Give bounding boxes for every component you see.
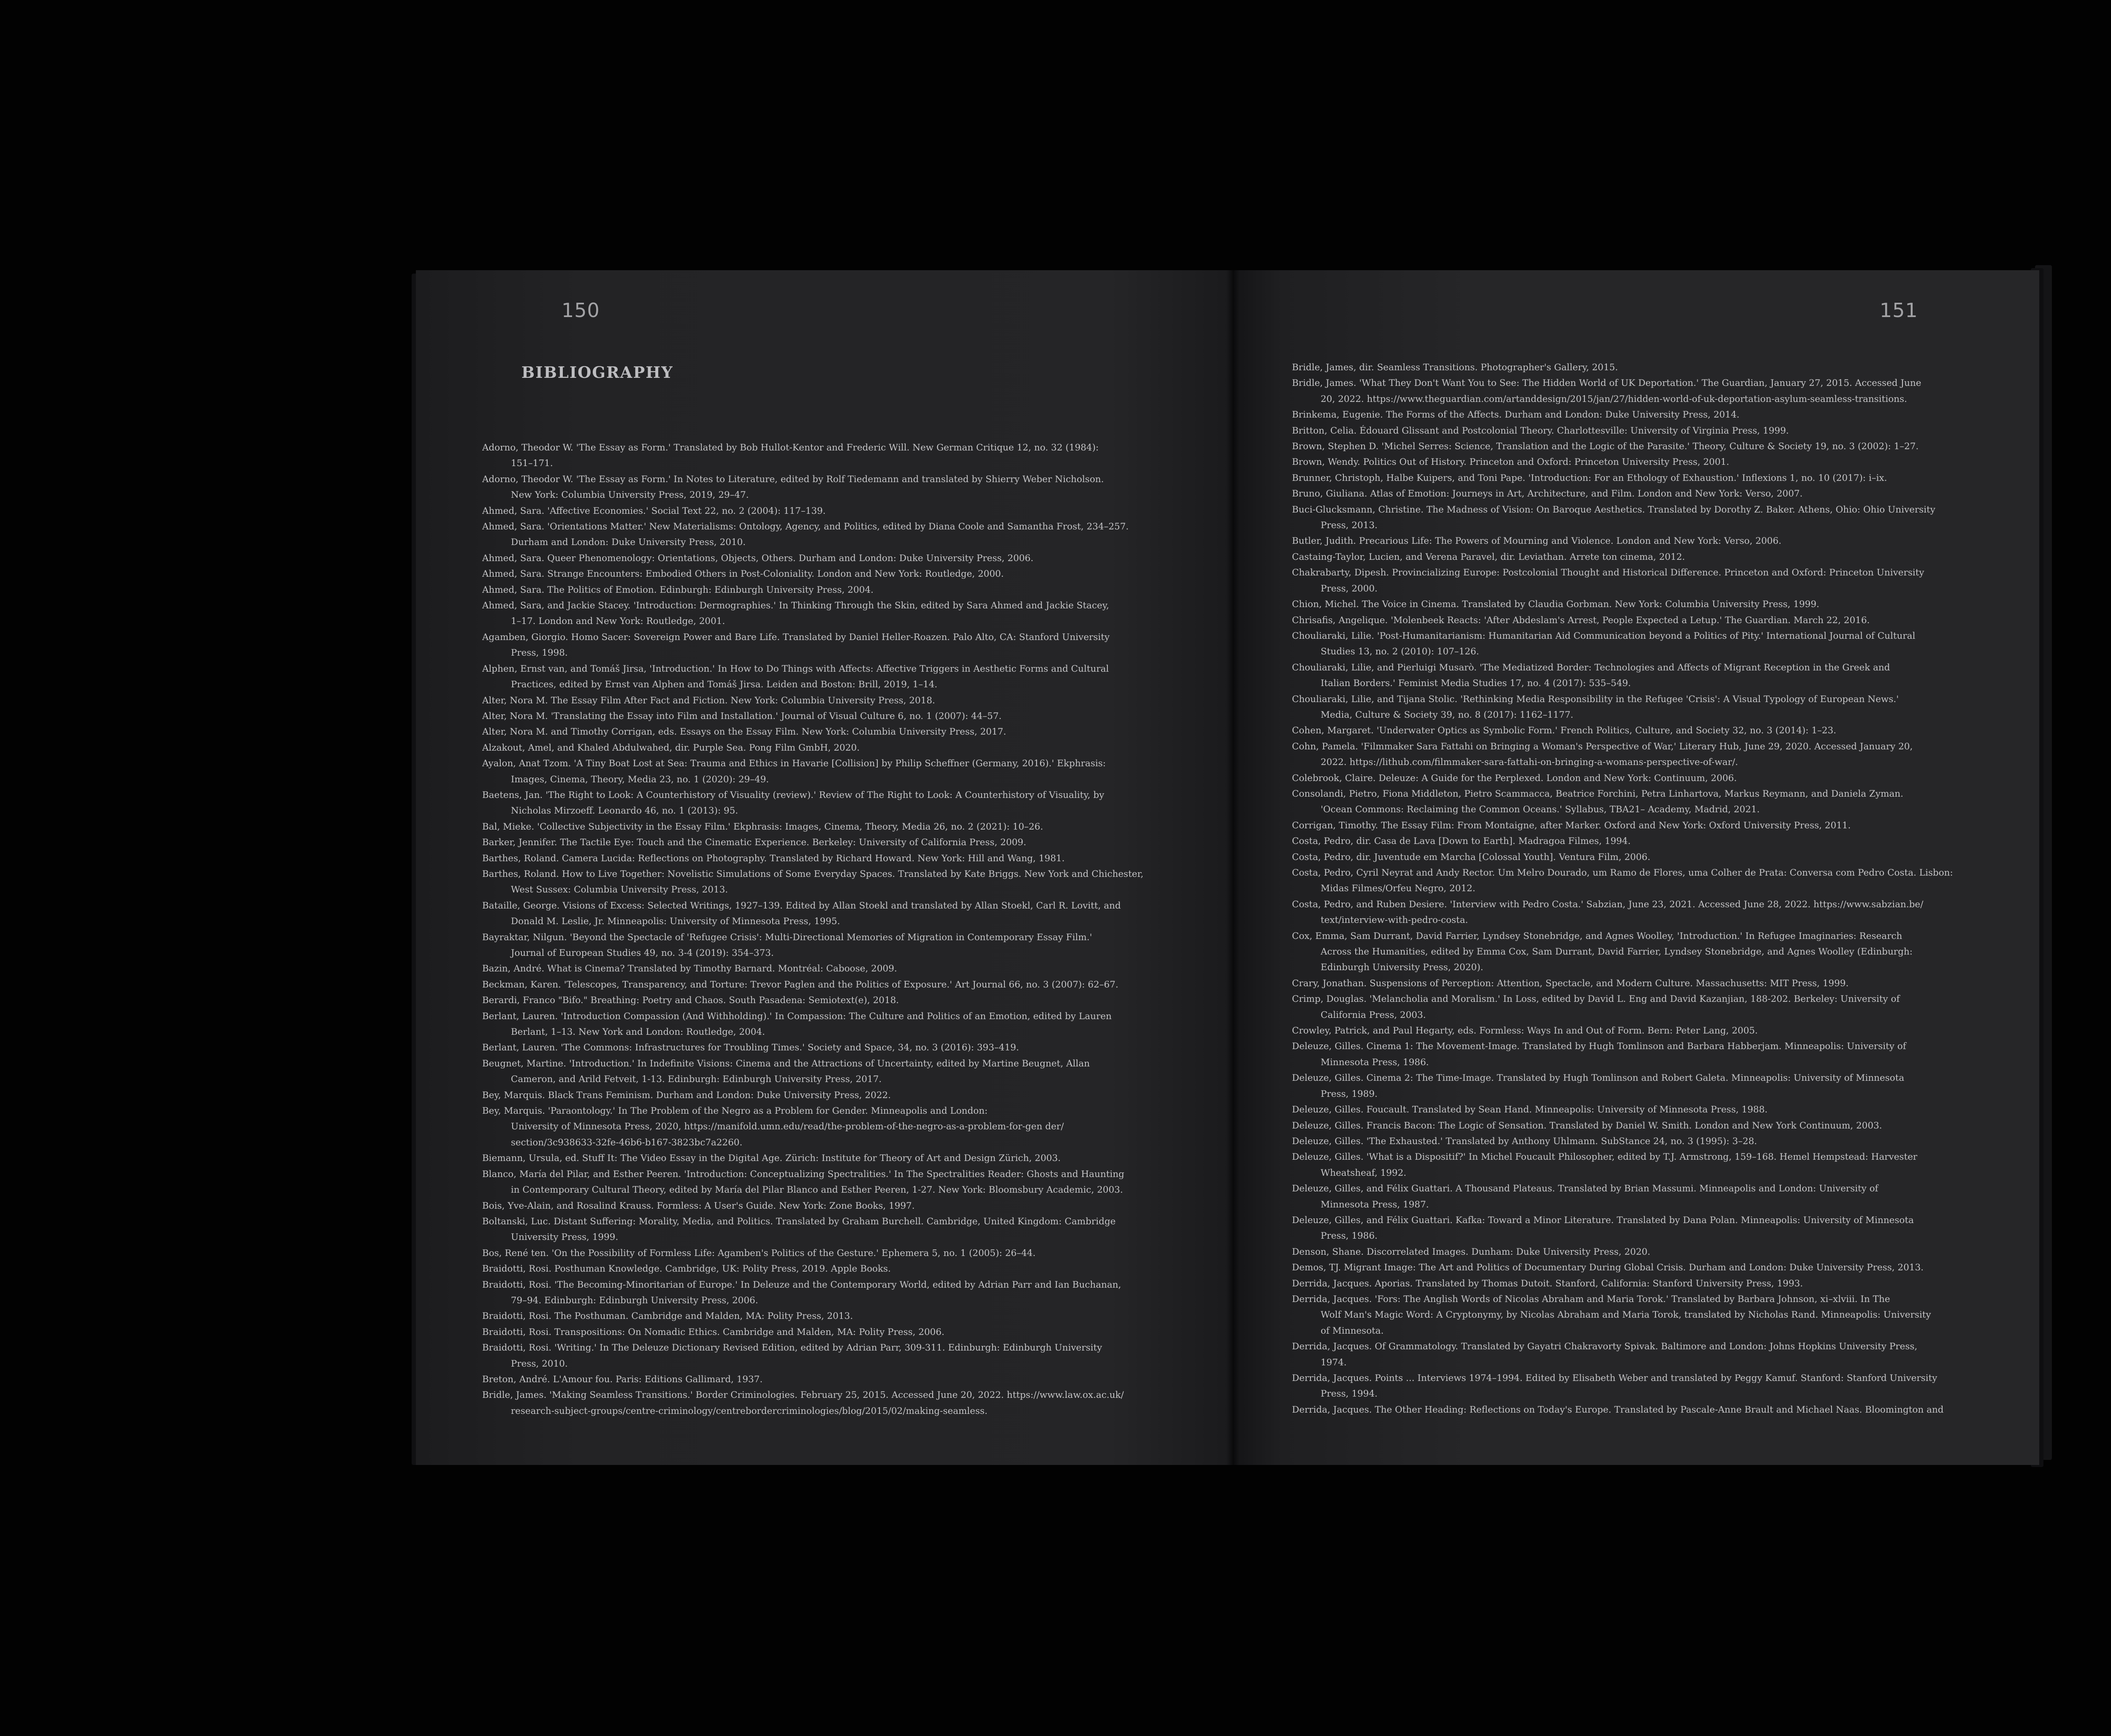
- bibliography-entry: [482, 1245, 1183, 1261]
- bibliography-entry-line: Midas Filmes/Orfeu Negro, 2012.: [1321, 883, 1476, 894]
- bibliography-entry: [482, 1088, 1183, 1103]
- bibliography-entry-line: Images, Cinema, Theory, Media 23, no. 1 (2020): 29–49.: [511, 774, 769, 785]
- bibliography-entry-line: Colebrook, Claire. Deleuze: A Guide for the Perplexed. London and New York: Continuum, 2006.: [1292, 773, 1737, 784]
- bibliography-entry-line: Deleuze, Gilles. Foucault. Translated by Sean Hand. Minneapolis: University of Minnesota Press, 1988.: [1292, 1104, 1768, 1115]
- bibliography-entry-line: Ahmed, Sara, and Jackie Stacey. 'Introduction: Dermographies.' In Thinking Through the Skin, edited by Sara Ahmed and Jackie Stacey,: [482, 600, 1109, 611]
- bibliography-entry: [482, 1308, 1183, 1324]
- bibliography-entry: [1292, 613, 1991, 628]
- bibliography-entry: [482, 787, 1183, 819]
- bibliography-entry-line: Nicholas Mirzoeff. Leonardo 46, no. 1 (2013): 95.: [511, 806, 738, 816]
- bibliography-entry: [482, 835, 1183, 850]
- bibliography-entry-line: Crimp, Douglas. 'Melancholia and Moralism.' In Loss, edited by David L. Eng and David Kazanjian, 188-202. Berkeley: University of: [1292, 994, 1900, 1005]
- bibliography-entry: [1292, 833, 1991, 849]
- bibliography-entry: [482, 1103, 1183, 1150]
- bibliography-entry-line: Brown, Wendy. Politics Out of History. Princeton and Oxford: Princeton University Press, 2001.: [1292, 457, 1729, 468]
- bibliography-entry-line: Press, 1994.: [1321, 1389, 1378, 1400]
- bibliography-entry-line: Across the Humanities, edited by Emma Cox, Sam Durrant, David Farrier, Lyndsey Stonebridge, and Agnes Woolley (Edinburgh:: [1321, 947, 1913, 958]
- bibliography-entry-line: Bataille, George. Visions of Excess: Selected Writings, 1927–139. Edited by Allan Stoekl and translated by Allan Stoekl, Carl R. Lovitt, and: [482, 900, 1121, 911]
- bibliography-entry: [482, 756, 1183, 787]
- bibliography-entry: [1292, 1039, 1991, 1070]
- bibliography-entry-line: Braidotti, Rosi. Transpositions: On Nomadic Ethics. Cambridge and Malden, MA: Polity Press, 2006.: [482, 1326, 944, 1337]
- bibliography-entry: [482, 1372, 1183, 1387]
- bibliography-entry-line: California Press, 2003.: [1321, 1009, 1426, 1020]
- bibliography-entry: [1292, 470, 1991, 486]
- bibliography-heading: BIBLIOGRAPHY: [521, 363, 673, 382]
- bibliography-entry-line: Ahmed, Sara. 'Orientations Matter.' New Materialisms: Ontology, Agency, and Politics, edited by Diana Coole and Samantha Frost, 234–257.: [482, 521, 1129, 532]
- bibliography-entry: [1292, 1276, 1991, 1291]
- bibliography-entry-line: Cohen, Margaret. 'Underwater Optics as Symbolic Form.' French Politics, Culture, and Society 32, no. 3 (2014): 1–23.: [1292, 725, 1837, 736]
- bibliography-entry: [482, 866, 1183, 898]
- bibliography-entry-line: Adorno, Theodor W. 'The Essay as Form.' Translated by Bob Hullot-Kentor and Frederic Will. New German Critique 12, no. 32 (1984):: [482, 442, 1099, 453]
- bibliography-entry-line: Chrisafis, Angelique. 'Molenbeek Reacts: 'After Abdeslam's Arrest, People Expected a Letup.' The Guardian. March 22, 2016.: [1292, 615, 1870, 626]
- bibliography-entry: [1292, 1149, 1991, 1181]
- bibliography-entry: [482, 519, 1183, 551]
- bibliography-entry: [482, 819, 1183, 835]
- bibliography-entry: [1292, 1260, 1991, 1275]
- bibliography-entry-line: Braidotti, Rosi. Posthuman Knowledge. Cambridge, UK: Polity Press, 2019. Apple Books.: [482, 1264, 891, 1275]
- bibliography-entry-line: Bazin, André. What is Cinema? Translated by Timothy Barnard. Montréal: Caboose, 2009.: [482, 963, 897, 974]
- bibliography-entry-line: Derrida, Jacques. The Other Heading: Reflections on Today's Europe. Translated by Pascale-Anne Brault and Michael Naas. Bloomington and: [1292, 1404, 1944, 1415]
- bibliography-entry-line: Wheatsheaf, 1992.: [1321, 1167, 1406, 1178]
- bibliography-entry: [1292, 723, 1991, 738]
- bibliography-entry-line: Boltanski, Luc. Distant Suffering: Morality, Media, and Politics. Translated by Graham Burchell. Cambridge, United Kingdom: Cambridge: [482, 1216, 1116, 1227]
- bibliography-entry-line: Bal, Mieke. 'Collective Subjectivity in the Essay Film.' Ekphrasis: Images, Cinema, Theory, Media 26, no. 2 (2021): 10–26.: [482, 821, 1043, 832]
- bibliography-entry: [482, 598, 1183, 629]
- bibliography-entry: [1292, 502, 1991, 534]
- bibliography-entry: [1292, 1181, 1991, 1212]
- bibliography-entry: [1292, 1402, 1991, 1418]
- bibliography-entry: [1292, 375, 1991, 407]
- bibliography-entry-line: Consolandi, Pietro, Fiona Middleton, Pietro Scammacca, Beatrice Forchini, Petra Linhartova, Markus Reymann, and Daniela Zyman.: [1292, 788, 1904, 799]
- bibliography-entry-line: Britton, Celia. Édouard Glissant and Postcolonial Theory. Charlottesville: University of Virginia Press, 1999.: [1292, 425, 1789, 436]
- bibliography-entry-line: Brown, Stephen D. 'Michel Serres: Science, Translation and the Logic of the Parasite.' Theory, Culture & Society 19, no. 3 (2002): 1–27.: [1292, 441, 1919, 452]
- bibliography-entry: [482, 440, 1183, 472]
- bibliography-entry-line: Berlant, Lauren. 'Introduction Compassion (And Withholding).' In Compassion: The Culture and Politics of an Emotion, edited by Lauren: [482, 1011, 1112, 1022]
- bibliography-entry-line: Ahmed, Sara. The Politics of Emotion. Edinburgh: Edinburgh University Press, 2004.: [482, 584, 874, 595]
- bibliography-entry: [482, 661, 1183, 693]
- bibliography-entry: [482, 1040, 1183, 1055]
- bibliography-entry: [1292, 991, 1991, 1023]
- book-gutter: [1226, 270, 1239, 1465]
- bibliography-entry: [1292, 1244, 1991, 1260]
- bibliography-entry: [1292, 597, 1991, 612]
- bibliography-entry-line: Press, 2013.: [1321, 520, 1378, 531]
- bibliography-entry-line: 151–171.: [511, 458, 553, 469]
- bibliography-entry-line: 2022. https://lithub.com/filmmaker-sara-fattahi-on-bringing-a-womans-perspective-of-war/.: [1321, 757, 1738, 768]
- bibliography-entry-line: Berlant, Lauren. 'The Commons: Infrastructures for Troubling Times.' Society and Space, 34, no. 3 (2016): 393–419.: [482, 1042, 1019, 1053]
- bibliography-entry: [482, 629, 1183, 661]
- bibliography-entry: [1292, 849, 1991, 865]
- left-page-number: 150: [562, 299, 600, 322]
- bibliography-entry-line: Castaing-Taylor, Lucien, and Verena Paravel, dir. Leviathan. Arrete ton cinema, 2012.: [1292, 551, 1685, 562]
- bibliography-entry-line: 79–94. Edinburgh: Edinburgh University Press, 2006.: [511, 1295, 758, 1306]
- bibliography-entry-line: 1974.: [1321, 1357, 1347, 1368]
- bibliography-entry-line: Alter, Nora M. and Timothy Corrigan, eds. Essays on the Essay Film. New York: Columbia University Press, 2017.: [482, 727, 1007, 738]
- bibliography-entry-line: Wolf Man's Magic Word: A Cryptonymy, by Nicolas Abraham and Maria Torok, translated by Nicholas Rand. Minneapolis: University: [1321, 1310, 1931, 1321]
- bibliography-entry: [482, 1009, 1183, 1040]
- bibliography-entry: [482, 851, 1183, 866]
- bibliography-entry-line: Derrida, Jacques. Of Grammatology. Translated by Gayatri Chakravorty Spivak. Baltimore and London: Johns Hopkins University Press,: [1292, 1341, 1918, 1352]
- bibliography-entry-line: Braidotti, Rosi. 'The Becoming-Minoritarian of Europe.' In Deleuze and the Contemporary World, edited by Adrian Parr and Ian Buchanan,: [482, 1279, 1121, 1290]
- bibliography-entry: [1292, 1070, 1991, 1102]
- bibliography-entry: [1292, 692, 1991, 723]
- bibliography-entry-line: Cox, Emma, Sam Durrant, David Farrier, Lyndsey Stonebridge, and Agnes Woolley, 'Introduction.' In Refugee Imaginaries: Research: [1292, 930, 1902, 941]
- bibliography-entry-line: Deleuze, Gilles, and Félix Guattari. A Thousand Plateaus. Translated by Brian Massumi. Minneapolis and London: University of: [1292, 1183, 1878, 1194]
- bibliography-entry-line: research-subject-groups/centre-criminology/centrebordercriminologies/blog/2015/02/making-seamless.: [511, 1405, 988, 1416]
- bibliography-entry-line: Alzakout, Amel, and Khaled Abdulwahed, dir. Purple Sea. Pong Film GmbH, 2020.: [482, 742, 860, 753]
- bibliography-entry: [1292, 739, 1991, 770]
- bibliography-entry: [1292, 486, 1991, 502]
- bibliography-entry: [482, 1387, 1183, 1419]
- bibliography-entry-line: 20, 2022. https://www.theguardian.com/artanddesign/2015/jan/27/hidden-world-of-uk-deportation-asylum-seamless-transitions.: [1321, 393, 1907, 404]
- bibliography-entry: [1292, 1118, 1991, 1134]
- bibliography-entry: [1292, 1102, 1991, 1118]
- bibliography-entry: [482, 1277, 1183, 1309]
- bibliography-entry: [1292, 407, 1991, 423]
- bibliography-entry-line: Chouliaraki, Lilie, and Tijana Stolic. 'Rethinking Media Responsibility in the Refugee 'Crisis': A Visual Typology of European News.': [1292, 694, 1899, 705]
- bibliography-entry-line: Berardi, Franco "Bifo." Breathing: Poetry and Chaos. South Pasadena: Semiotext(e), 2018.: [482, 995, 899, 1006]
- bibliography-entry-line: Bridle, James, dir. Seamless Transitions. Photographer's Gallery, 2015.: [1292, 362, 1618, 373]
- bibliography-entry-line: Bruno, Giuliana. Atlas of Emotion: Journeys in Art, Architecture, and Film. London and New York: Verso, 2007.: [1292, 488, 1803, 499]
- bibliography-entry-line: Berlant, 1–13. New York and London: Routledge, 2004.: [511, 1027, 765, 1038]
- bibliography-entry-line: Deleuze, Gilles. Cinema 2: The Time-Image. Translated by Hugh Tomlinson and Robert Galeta. Minneapolis: University of Minnesota: [1292, 1073, 1905, 1084]
- bibliography-entry-line: 1–17. London and New York: Routledge, 2001.: [511, 616, 725, 627]
- bibliography-entry-line: Journal of European Studies 49, no. 3-4 (2019): 354–373.: [511, 948, 774, 958]
- bibliography-entry-line: Press, 1998.: [511, 648, 568, 659]
- bibliography-entry: [482, 551, 1183, 566]
- bibliography-entry-line: Derrida, Jacques. 'Fors: The Anglish Words of Nicolas Abraham and Maria Torok.' Translated by Barbara Johnson, xi–xlviii. In The: [1292, 1294, 1890, 1305]
- bibliography-entry-line: Barthes, Roland. Camera Lucida: Reflections on Photography. Translated by Richard Howard. New York: Hill and Wang, 1981.: [482, 853, 1065, 864]
- bibliography-entry-line: Studies 13, no. 2 (2010): 107–126.: [1321, 646, 1479, 657]
- bibliography-entry: [482, 1324, 1183, 1340]
- bibliography-entry-line: 'Ocean Commons: Reclaiming the Common Oceans.' Syllabus, TBA21– Academy, Madrid, 2021.: [1321, 804, 1760, 815]
- bibliography-entry: [482, 977, 1183, 993]
- bibliography-entry-line: Practices, edited by Ernst van Alphen and Tomáš Jirsa. Leiden and Boston: Brill, 2019, 1–14.: [511, 679, 938, 690]
- bibliography-entry-line: Ayalon, Anat Tzom. 'A Tiny Boat Lost at Sea: Trauma and Ethics in Havarie [Collision] by Philip Scheffner (Germany, 2016).' Ekphrasis:: [482, 758, 1106, 769]
- bibliography-entry-line: Braidotti, Rosi. 'Writing.' In The Deleuze Dictionary Revised Edition, edited by Adrian Parr, 309-311. Edinburgh: Edinburgh University: [482, 1343, 1102, 1354]
- bibliography-entry-line: Blanco, María del Pilar, and Esther Peeren. 'Introduction: Conceptualizing Spectralities.' In The Spectralities Reader: Ghosts and Haunting: [482, 1169, 1124, 1180]
- bibliography-entry: [482, 1214, 1183, 1245]
- bibliography-entry: [482, 898, 1183, 930]
- bibliography-entry: [1292, 1370, 1991, 1402]
- bibliography-entry-line: Ahmed, Sara. 'Affective Economies.' Social Text 22, no. 2 (2004): 117–139.: [482, 505, 826, 516]
- bibliography-list-left: [482, 440, 1183, 1419]
- bibliography-entry-line: Chouliaraki, Lilie, and Pierluigi Musarò. 'The Mediatized Border: Technologies and Affects of Migrant Reception in the Greek and: [1292, 662, 1890, 673]
- bibliography-entry-line: Agamben, Giorgio. Homo Sacer: Sovereign Power and Bare Life. Translated by Daniel Heller-Roazen. Palo Alto, CA: Stanford University: [482, 632, 1110, 643]
- bibliography-entry: [1292, 565, 1991, 597]
- bibliography-entry: [1292, 1291, 1991, 1339]
- bibliography-entry: [482, 1150, 1183, 1166]
- bibliography-entry: [1292, 786, 1991, 818]
- bibliography-entry-line: Press, 2010.: [511, 1358, 568, 1369]
- bibliography-entry: [482, 1056, 1183, 1088]
- bibliography-entry: [1292, 628, 1991, 660]
- right-page-number: 151: [1880, 299, 1918, 322]
- bibliography-entry: [482, 724, 1183, 740]
- bibliography-list-right: [1292, 360, 1991, 1418]
- bibliography-entry: [482, 930, 1183, 961]
- bibliography-entry: [1292, 533, 1991, 549]
- bibliography-entry-line: text/interview-with-pedro-costa.: [1321, 915, 1468, 926]
- bibliography-entry-line: Deleuze, Gilles. Cinema 1: The Movement-Image. Translated by Hugh Tomlinson and Barbara Habberjam. Minneapolis: University of: [1292, 1041, 1906, 1052]
- bibliography-entry: [482, 1261, 1183, 1277]
- bibliography-entry-line: University Press, 1999.: [511, 1232, 619, 1243]
- bibliography-entry-line: Bois, Yve-Alain, and Rosalind Krauss. Formless: A User's Guide. New York: Zone Books, 1997.: [482, 1200, 915, 1211]
- bibliography-entry: [1292, 439, 1991, 454]
- bibliography-entry: [1292, 865, 1991, 897]
- bibliography-entry: [1292, 818, 1991, 833]
- bibliography-entry-line: in Contemporary Cultural Theory, edited by María del Pilar Blanco and Esther Peeren, 1-27. New York: Bloomsbury Academic, 2003.: [511, 1185, 1123, 1196]
- bibliography-entry-line: Costa, Pedro, dir. Casa de Lava [Down to Earth]. Madragoa Filmes, 1994.: [1292, 836, 1631, 847]
- bibliography-entry-line: Barthes, Roland. How to Live Together: Novelistic Simulations of Some Everyday Spaces. Translated by Kate Briggs. New York and Chichester,: [482, 868, 1144, 879]
- bibliography-entry: [482, 961, 1183, 976]
- bibliography-entry: [1292, 770, 1991, 786]
- bibliography-entry-line: Butler, Judith. Precarious Life: The Powers of Mourning and Violence. London and New York: Verso, 2006.: [1292, 536, 1782, 547]
- bibliography-entry-line: Chakrabarty, Dipesh. Provincializing Europe: Postcolonial Thought and Historical Difference. Princeton and Oxford: Princeton University: [1292, 567, 1924, 578]
- bibliography-entry-line: Denson, Shane. Discorrelated Images. Dunham: Duke University Press, 2020.: [1292, 1246, 1650, 1257]
- bibliography-entry: [482, 472, 1183, 503]
- bibliography-entry: [482, 1198, 1183, 1214]
- bibliography-entry-line: Durham and London: Duke University Press, 2010.: [511, 537, 746, 548]
- bibliography-entry: [1292, 1134, 1991, 1149]
- bibliography-entry-line: Press, 2000.: [1321, 583, 1378, 594]
- bibliography-entry-line: Press, 1989.: [1321, 1088, 1378, 1099]
- bibliography-entry-line: Deleuze, Gilles. 'What is a Dispositif?' In Michel Foucault Philosopher, edited by T.J. Armstrong, 159–168. Hemel Hempstead: Harvester: [1292, 1152, 1918, 1163]
- bibliography-entry-line: Buci-Glucksmann, Christine. The Madness of Vision: On Baroque Aesthetics. Translated by Dorothy Z. Baker. Athens, Ohio: Ohio University: [1292, 504, 1935, 515]
- bibliography-entry-line: Alter, Nora M. The Essay Film After Fact and Fiction. New York: Columbia University Press, 2018.: [482, 695, 935, 706]
- bibliography-entry-line: Ahmed, Sara. Queer Phenomenology: Orientations, Objects, Others. Durham and London: Duke University Press, 2006.: [482, 553, 1034, 564]
- bibliography-entry: [1292, 423, 1991, 439]
- bibliography-entry: [482, 708, 1183, 724]
- bibliography-entry-line: Minnesota Press, 1987.: [1321, 1199, 1429, 1210]
- bibliography-entry: [482, 993, 1183, 1008]
- bibliography-entry: [482, 566, 1183, 582]
- bibliography-entry: [1292, 976, 1991, 991]
- bibliography-entry-line: Barker, Jennifer. The Tactile Eye: Touch and the Cinematic Experience. Berkeley: University of California Press, 2009.: [482, 837, 1026, 848]
- bibliography-entry-line: Corrigan, Timothy. The Essay Film: From Montaigne, after Marker. Oxford and New York: Oxford University Press, 2011.: [1292, 820, 1851, 831]
- bibliography-entry-line: Minnesota Press, 1986.: [1321, 1057, 1429, 1068]
- bibliography-entry: [482, 582, 1183, 598]
- bibliography-entry-line: Adorno, Theodor W. 'The Essay as Form.' In Notes to Literature, edited by Rolf Tiedemann and translated by Shierry Weber Nicholson.: [482, 474, 1104, 485]
- bibliography-entry-line: Bey, Marquis. Black Trans Feminism. Durham and London: Duke University Press, 2022.: [482, 1090, 891, 1101]
- bibliography-entry: [1292, 928, 1991, 976]
- bibliography-entry-line: Donald M. Leslie, Jr. Minneapolis: University of Minnesota Press, 1995.: [511, 916, 840, 927]
- bibliography-entry: [1292, 897, 1991, 928]
- bibliography-entry: [1292, 454, 1991, 470]
- bibliography-entry-line: Italian Borders.' Feminist Media Studies 17, no. 4 (2017): 535–549.: [1321, 678, 1631, 689]
- bibliography-entry-line: Crowley, Patrick, and Paul Hegarty, eds. Formless: Ways In and Out of Form. Bern: Peter Lang, 2005.: [1292, 1025, 1758, 1036]
- bibliography-entry-line: Alphen, Ernst van, and Tomáš Jirsa, 'Introduction.' In How to Do Things with Affects: Affective Triggers in Aesthetic Forms and Cultural: [482, 663, 1109, 674]
- bibliography-entry-line: Chouliaraki, Lilie. 'Post-Humanitarianism: Humanitarian Aid Communication beyond a Politics of Pity.' International Journal of Cultural: [1292, 630, 1916, 641]
- bibliography-entry: [1292, 660, 1991, 692]
- bibliography-entry-line: Braidotti, Rosi. The Posthuman. Cambridge and Malden, MA: Polity Press, 2013.: [482, 1311, 853, 1322]
- bibliography-entry-line: Baetens, Jan. 'The Right to Look: A Counterhistory of Visuality (review).' Review of The Right to Look: A Counterhistory of Visuality, by: [482, 789, 1104, 800]
- bibliography-entry-line: Alter, Nora M. 'Translating the Essay into Film and Installation.' Journal of Visual Culture 6, no. 1 (2007): 44–57.: [482, 711, 1002, 722]
- bibliography-entry: [1292, 1023, 1991, 1039]
- bibliography-entry-line: Cohn, Pamela. 'Filmmaker Sara Fattahi on Bringing a Woman's Perspective of War,' Literary Hub, June 29, 2020. Accessed January 20,: [1292, 741, 1913, 752]
- bibliography-entry-line: Media, Culture & Society 39, no. 8 (2017): 1162–1177.: [1321, 709, 1574, 720]
- bibliography-entry-line: Bey, Marquis. 'Paraontology.' In The Problem of the Negro as a Problem for Gender. Minneapolis and London:: [482, 1106, 988, 1117]
- bibliography-entry-line: Edinburgh University Press, 2020).: [1321, 962, 1484, 973]
- bibliography-entry: [482, 693, 1183, 708]
- bibliography-entry: [1292, 1339, 1991, 1370]
- bibliography-entry-line: Beckman, Karen. 'Telescopes, Transparency, and Torture: Trevor Paglen and the Politics of Exposure.' Art Journal 66, no. 3 (2007): 62–67.: [482, 979, 1118, 990]
- bibliography-entry-line: Bayraktar, Nilgun. 'Beyond the Spectacle of 'Refugee Crisis': Multi-Directional Memories of Migration in Contemporary Essay Film.': [482, 932, 1092, 943]
- bibliography-entry-line: Press, 1986.: [1321, 1231, 1378, 1242]
- bibliography-entry-line: Deleuze, Gilles. Francis Bacon: The Logic of Sensation. Translated by Daniel W. Smith. London and New York Continuum, 2003.: [1292, 1120, 1882, 1131]
- bibliography-entry-line: section/3c938633-32fe-46b6-b167-3823bc7a2260.: [511, 1137, 743, 1148]
- bibliography-entry-line: Costa, Pedro, dir. Juventude em Marcha [Colossal Youth]. Ventura Film, 2006.: [1292, 852, 1650, 863]
- bibliography-entry-line: Ahmed, Sara. Strange Encounters: Embodied Others in Post-Coloniality. London and New York: Routledge, 2000.: [482, 569, 1004, 580]
- bibliography-entry-line: Crary, Jonathan. Suspensions of Perception: Attention, Spectacle, and Modern Culture. Massachusetts: MIT Press, 1999.: [1292, 978, 1849, 989]
- bibliography-entry: [1292, 360, 1991, 375]
- bibliography-entry: [1292, 1212, 1991, 1244]
- bibliography-entry: [482, 1166, 1183, 1198]
- bibliography-entry-line: Beugnet, Martine. 'Introduction.' In Indefinite Visions: Cinema and the Attractions of Uncertainty, edited by Martine Beugnet, Allan: [482, 1058, 1090, 1069]
- bibliography-entry-line: Chion, Michel. The Voice in Cinema. Translated by Claudia Gorbman. New York: Columbia University Press, 1999.: [1292, 599, 1820, 610]
- bibliography-entry: [1292, 549, 1991, 565]
- bibliography-entry-line: Bos, René ten. 'On the Possibility of Formless Life: Agamben's Politics of the Gesture.' Ephemera 5, no. 1 (2005): 26–44.: [482, 1248, 1036, 1259]
- bibliography-entry-line: Brunner, Christoph, Halbe Kuipers, and Toni Pape. 'Introduction: For an Ethology of Exhaustion.' Inflexions 1, no. 10 (2017): i–ix.: [1292, 472, 1887, 483]
- bibliography-entry-line: Breton, André. L'Amour fou. Paris: Editions Gallimard, 1937.: [482, 1374, 763, 1385]
- bibliography-entry: [482, 1340, 1183, 1372]
- bibliography-entry-line: West Sussex: Columbia University Press, 2013.: [511, 884, 728, 895]
- bibliography-entry-line: Biemann, Ursula, ed. Stuff It: The Video Essay in the Digital Age. Zürich: Institute for Theory of Art and Design Zürich, 2003.: [482, 1153, 1061, 1164]
- bibliography-entry: [482, 740, 1183, 756]
- bibliography-entry-line: Costa, Pedro, and Ruben Desiere. 'Interview with Pedro Costa.' Sabzian, June 23, 2021. Accessed June 28, 2022. https://www.sabzian.be/: [1292, 899, 1924, 910]
- bibliography-entry: [482, 503, 1183, 519]
- bibliography-entry-line: Derrida, Jacques. Points ... Interviews 1974–1994. Edited by Elisabeth Weber and translated by Peggy Kamuf. Stanford: Stanford University: [1292, 1373, 1937, 1383]
- bibliography-entry-line: Bridle, James. 'Making Seamless Transitions.' Border Criminologies. February 25, 2015. Accessed June 20, 2022. https://www.law.ox.ac.uk/: [482, 1390, 1124, 1401]
- bibliography-entry-line: Cameron, and Arild Fetveit, 1-13. Edinburgh: Edinburgh University Press, 2017.: [511, 1074, 882, 1085]
- bibliography-entry-line: Deleuze, Gilles, and Félix Guattari. Kafka: Toward a Minor Literature. Translated by Dana Polan. Minneapolis: University of Minnesota: [1292, 1215, 1914, 1226]
- bibliography-entry-line: University of Minnesota Press, 2020, https://manifold.umn.edu/read/the-problem-of-the-negro-as-a-problem-for-gen der/: [511, 1121, 1064, 1132]
- bibliography-entry-line: New York: Columbia University Press, 2019, 29–47.: [511, 490, 749, 501]
- bibliography-entry-line: Costa, Pedro, Cyril Neyrat and Andy Rector. Um Melro Dourado, um Ramo de Flores, uma Colher de Prata: Conversa com Pedro Costa. Lisbon:: [1292, 868, 1953, 878]
- bibliography-entry-line: Bridle, James. 'What They Don't Want You to See: The Hidden World of UK Deportation.' The Guardian, January 27, 2015. Accessed June: [1292, 378, 1921, 389]
- bibliography-entry-line: of Minnesota.: [1321, 1325, 1384, 1336]
- bibliography-entry-line: Demos, TJ. Migrant Image: The Art and Politics of Documentary During Global Crisis. Durham and London: Duke University Press, 2013.: [1292, 1262, 1924, 1273]
- bibliography-entry-line: Deleuze, Gilles. 'The Exhausted.' Translated by Anthony Uhlmann. SubStance 24, no. 3 (1995): 3–28.: [1292, 1136, 1757, 1147]
- bibliography-entry-line: Brinkema, Eugenie. The Forms of the Affects. Durham and London: Duke University Press, 2014.: [1292, 410, 1739, 420]
- bibliography-entry-line: Derrida, Jacques. Aporias. Translated by Thomas Dutoit. Stanford, California: Stanford University Press, 1993.: [1292, 1278, 1803, 1289]
